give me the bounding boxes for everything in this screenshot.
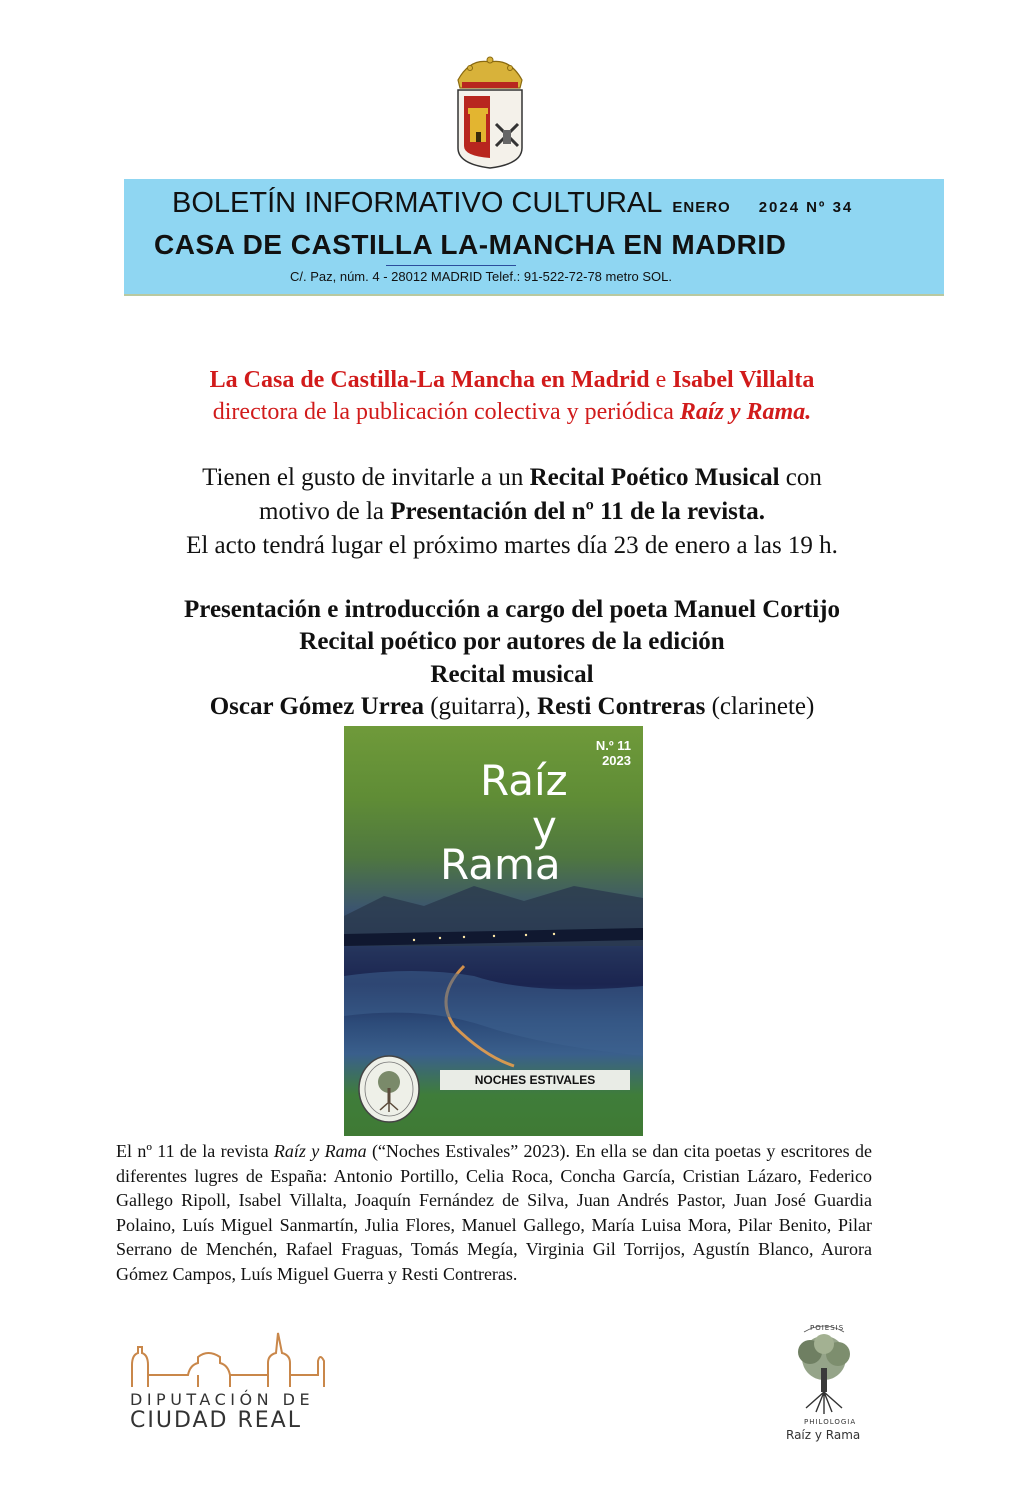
poiesis-seal-icon bbox=[356, 1054, 422, 1124]
bulletin-header bbox=[124, 179, 944, 296]
description-magazine-name: Raíz y Rama bbox=[273, 1141, 367, 1161]
program-musicians bbox=[0, 693, 1024, 721]
organization-name: CASA DE CASTILLA LA-MANCHA EN MADRID bbox=[154, 229, 787, 260]
cover-title-rama: Rama bbox=[440, 840, 561, 889]
event-name: Recital Poético Musical bbox=[529, 464, 780, 491]
musician-2: Resti Contreras bbox=[537, 693, 706, 720]
event-date: El acto tendrá lugar el próximo martes día 23 de enero a las 19 h. bbox=[186, 532, 838, 559]
bulletin-year: 2024 bbox=[758, 199, 801, 216]
magazine-cover bbox=[344, 726, 643, 1136]
cover-title-y: y bbox=[532, 802, 557, 851]
bulletin-issue: Nº 34 bbox=[806, 199, 854, 216]
program-item-poetry: Recital poético por autores de la edición bbox=[299, 628, 725, 655]
cover-number: N.º 11 bbox=[595, 738, 631, 753]
presentation-title: Presentación del nº 11 de la revista. bbox=[390, 498, 765, 525]
cover-title-raiz: Raíz bbox=[480, 756, 568, 805]
description-lead: El nº 11 de la revista bbox=[116, 1141, 269, 1161]
instrument-1: (guitarra), bbox=[430, 693, 531, 720]
poiesis-philologia-tree-icon bbox=[776, 1318, 872, 1430]
invitation-suffix: con bbox=[785, 464, 822, 491]
invitation-line2-prefix: motivo de la bbox=[259, 498, 385, 525]
svg-text:POIESIS: POIESIS bbox=[810, 1324, 845, 1332]
intro-hosts bbox=[0, 367, 1024, 394]
cover-year: 2023 bbox=[602, 753, 631, 768]
intro-conjunction: e bbox=[655, 367, 667, 393]
ciudad-real-label: CIUDAD REAL bbox=[130, 1408, 302, 1433]
invitation-line-2 bbox=[0, 498, 1024, 526]
issue-description bbox=[116, 1139, 872, 1286]
bulletin-title-line bbox=[172, 187, 853, 220]
musician-1: Oscar Gómez Urrea bbox=[209, 693, 424, 720]
raiz-y-rama-caption: Raíz y Rama bbox=[786, 1428, 861, 1442]
org-underline bbox=[386, 265, 516, 266]
program-item-music: Recital musical bbox=[430, 661, 594, 688]
bulletin-title: BOLETÍN INFORMATIVO CULTURAL bbox=[172, 187, 663, 219]
director-name: Isabel Villalta bbox=[672, 367, 815, 393]
host-name: La Casa de Castilla-La Mancha en Madrid bbox=[209, 367, 650, 393]
cover-subtitle: NOCHES ESTIVALES bbox=[440, 1070, 630, 1090]
description-authors: (“Noches Estivales” 2023). En ella se dan cita poetas y escritores de diferentes lugres de España: Antonio Portillo, Celia Roca, Concha García, Cristian Lázaro, Federico Gallego Ripoll, Isabel Villalta, Joaquín Fernández de Silva, Juan Andrés Pastor, Juan José Guardia Polaino, Luís Miguel Sanmartín, Julia Flores, Manuel Gallego, María Luisa Mora, Pilar Benito, Pilar Serrano de Menchén, Rafael Fraguas, Tomás Megía, Virginia Gil Torrijos, Agustín Blanco, Aurora Gómez Campos, Luís Miguel Guerra y Resti Contreras. bbox=[116, 1141, 873, 1284]
publication-name: Raíz y Rama. bbox=[679, 399, 812, 425]
casa-castilla-la-mancha-crest-icon bbox=[440, 52, 540, 172]
cover-issue bbox=[596, 738, 631, 768]
invitation-line-1 bbox=[0, 464, 1024, 492]
organization-address: C/. Paz, núm. 4 - 28012 MADRID Telef.: 91-522-72-78 metro SOL. bbox=[290, 269, 672, 284]
diputacion-label: DIPUTACIÓN DE bbox=[130, 1390, 315, 1409]
program-item-introduction: Presentación e introducción a cargo del poeta Manuel Cortijo bbox=[184, 596, 840, 623]
bulletin-month: ENERO bbox=[672, 199, 731, 216]
instrument-2: (clarinete) bbox=[711, 693, 815, 720]
invitation-prefix: Tienen el gusto de invitarle a un bbox=[202, 464, 524, 491]
svg-text:PHILOLOGIA: PHILOLOGIA bbox=[804, 1418, 857, 1426]
director-role: directora de la publicación colectiva y periódica bbox=[212, 399, 674, 425]
intro-role bbox=[0, 399, 1024, 426]
